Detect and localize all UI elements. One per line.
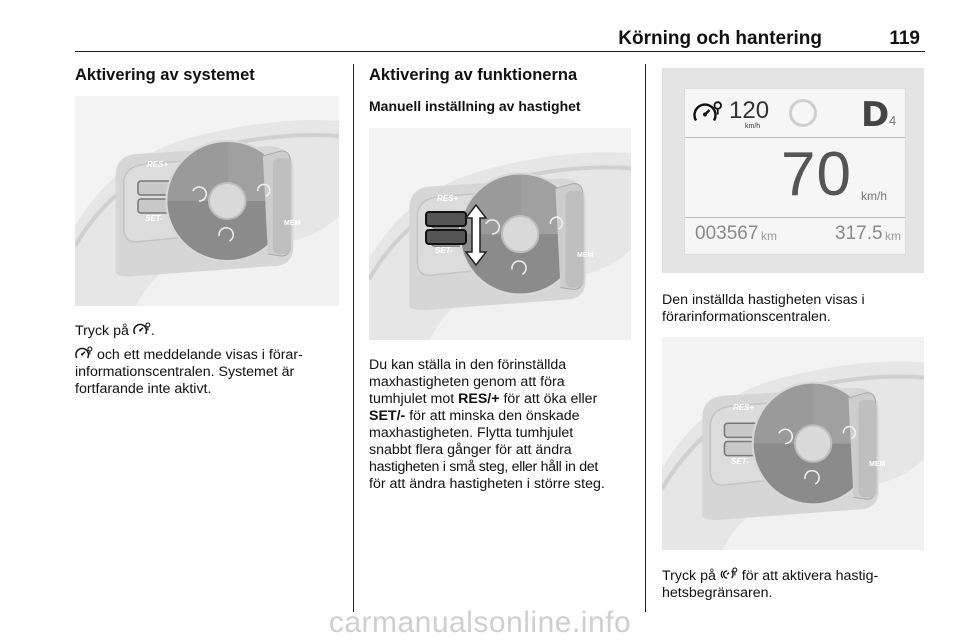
paragraph-line: informationscentralen. Systemet är <box>75 364 295 380</box>
paragraph-line <box>369 425 641 442</box>
set-speed: 120 <box>729 97 770 124</box>
page-number: 119 <box>889 28 920 49</box>
text: för att minska den önskade <box>405 408 580 424</box>
paragraph-line <box>369 408 641 425</box>
res-plus-term: RES/+ <box>458 391 500 407</box>
paragraph-line: och ett meddelande visas i förar- <box>96 347 303 363</box>
trip-meter: 317.5 <box>835 223 883 244</box>
speed-unit: km/h <box>861 189 888 203</box>
paragraph-line <box>369 374 641 391</box>
paragraph-message <box>75 346 350 398</box>
paragraph-line: fortfarande inte aktivt. <box>75 381 212 397</box>
gear-number: 4 <box>889 113 897 128</box>
paragraph-manual-speed <box>369 357 641 493</box>
instruction-text: Tryck på <box>75 323 129 339</box>
section-heading: Aktivering av funktionerna <box>369 66 578 84</box>
text: maxhastigheten genom att föra <box>369 374 565 390</box>
text: snabbt flera gånger för att ändra <box>369 442 572 458</box>
paragraph-line: Den inställda hastigheten visas i <box>662 292 865 308</box>
paragraph-line <box>369 391 641 408</box>
steering-wheel-illustration-2 <box>369 128 631 340</box>
set-minus-label: SET- <box>145 214 163 223</box>
speed-limiter-icon <box>75 346 93 361</box>
set-speed-unit: km/h <box>745 123 761 130</box>
text: maxhastigheten. Flytta tumhjulet <box>369 425 574 441</box>
status-ring-icon <box>789 99 817 127</box>
mem-label: MEM <box>869 461 886 468</box>
paragraph-line <box>369 476 641 493</box>
speed-limiter-icon <box>133 322 151 337</box>
paragraph-line: förarinformationscentralen. <box>662 309 831 325</box>
dic-screen <box>684 88 906 255</box>
header-rule <box>75 51 925 52</box>
gear-indicator: D <box>861 95 890 135</box>
trip-unit: km <box>885 229 901 243</box>
text: hastigheten i små steg, eller håll in det <box>369 459 599 475</box>
instruction-text: hetsbegränsaren. <box>662 585 773 601</box>
text: för att ändra hastigheten i större steg. <box>369 476 605 492</box>
column-divider-2 <box>645 64 646 612</box>
driver-information-centre <box>662 68 924 273</box>
speed-limiter-icon <box>693 101 723 125</box>
paragraph-speed-shown <box>662 292 924 326</box>
paragraph-line <box>369 459 641 476</box>
watermark: carmanualsonline.info <box>328 606 632 639</box>
res-plus-label: RES+ <box>147 160 169 169</box>
instruction-text: för att aktivera hastig- <box>737 568 879 584</box>
instruction-text: Tryck på <box>662 568 716 584</box>
text: för att öka eller <box>499 391 598 407</box>
text: Du kan ställa in den förinställda <box>369 357 567 373</box>
running-header-title: Körning och hantering <box>618 28 822 49</box>
dic-divider <box>685 137 905 138</box>
dic-divider <box>685 217 905 218</box>
paragraph-line <box>369 442 641 459</box>
subsection-heading: Manuell inställning av hastighet <box>369 98 581 114</box>
steering-wheel-illustration-1 <box>75 96 339 306</box>
set-minus-label: SET- <box>731 457 749 466</box>
column-divider-1 <box>353 64 354 612</box>
set-minus-term: SET/- <box>369 408 406 424</box>
res-plus-label: RES+ <box>437 194 459 203</box>
odometer: 003567 <box>695 223 759 244</box>
instruction-end: . <box>150 323 155 339</box>
text: tumhjulet mot <box>369 391 459 407</box>
instruction-activate-limiter <box>662 567 924 602</box>
speed-limiter-on-icon <box>720 567 738 582</box>
mem-label: MEM <box>577 252 594 259</box>
steering-wheel-illustration-3 <box>662 337 924 550</box>
res-plus-label: RES+ <box>733 403 755 412</box>
mem-label: MEM <box>284 220 301 227</box>
odometer-unit: km <box>761 229 777 243</box>
set-minus-label: SET- <box>435 246 453 255</box>
paragraph-line <box>369 357 641 374</box>
instruction-press-limiter <box>75 322 155 340</box>
current-speed: 70 <box>781 140 852 209</box>
thumbwheel-highlight <box>421 200 491 270</box>
section-heading: Aktivering av systemet <box>75 66 255 84</box>
